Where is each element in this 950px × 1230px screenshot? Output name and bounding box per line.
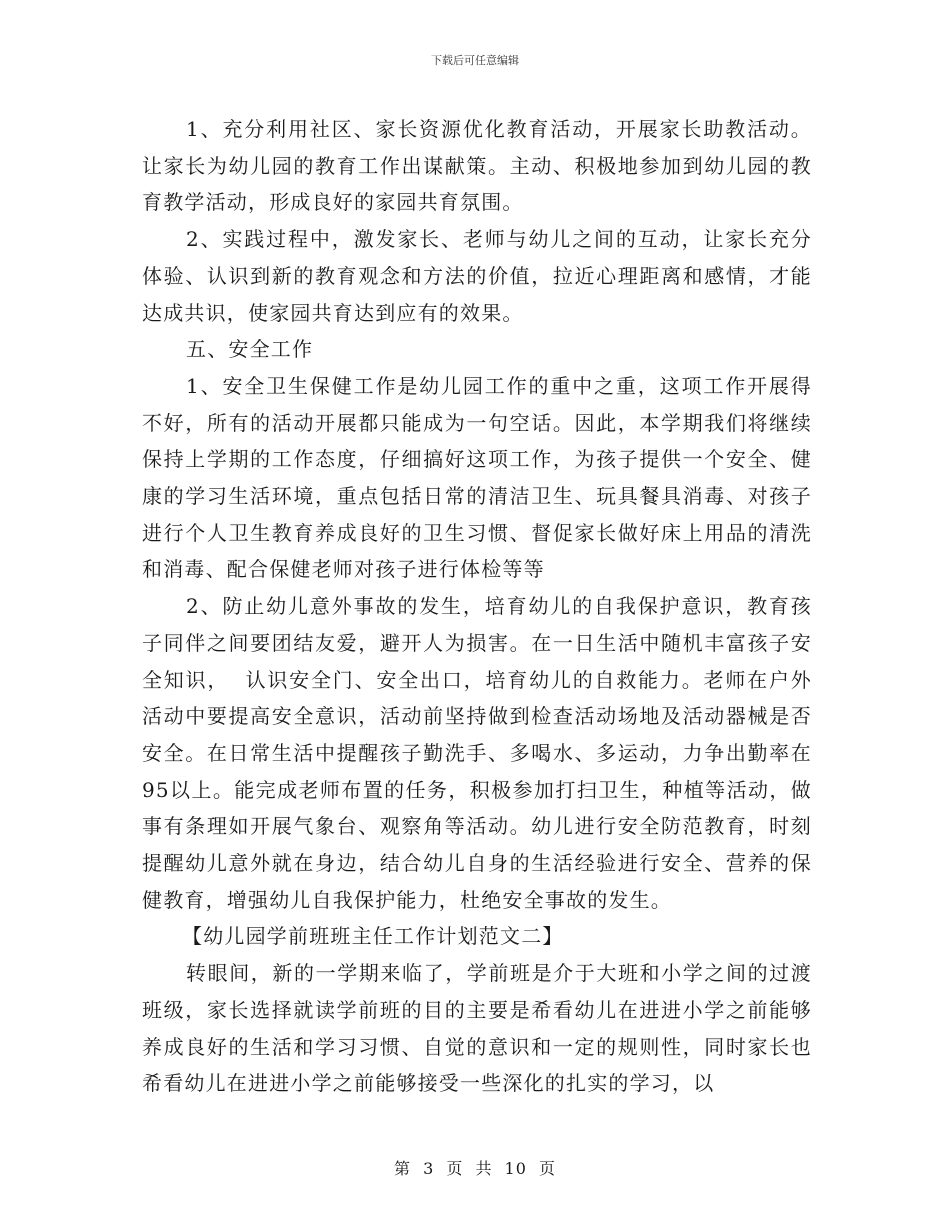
paragraph-practice-interaction: 2、实践过程中，激发家长、老师与幼儿之间的互动，让家长充分体验、认识到新的教育观念和方法的价值，拉近心理距离和感情，才能达成共识，使家园共育达到应有的效果。 bbox=[142, 227, 812, 325]
page-header: 下载后可任意编辑 bbox=[431, 54, 519, 67]
document-body bbox=[142, 111, 812, 1102]
paragraph-new-semester: 转眼间，新的一学期来临了，学前班是介于大班和小学之间的过渡班级，家长选择就读学前班的目的主要是希看幼儿在进进小学之前能够养成良好的生活和学习习惯、自觉的意识和一定的规则性，同时家长也希看幼儿在进进小学之前能够接受一些深化的扎实的学习，以 bbox=[142, 961, 812, 1096]
page-number-footer: 第 3 页 共 10 页 bbox=[394, 1159, 556, 1178]
paragraph-family-resources: 1、充分利用社区、家长资源优化教育活动，开展家长助教活动。让家长为幼儿园的教育工作出谋献策。主动、积极地参加到幼儿园的教育教学活动，形成良好的家园共育氛围。 bbox=[142, 117, 812, 215]
paragraph-accident-prevention: 2、防止幼儿意外事故的发生，培育幼儿的自我保护意识，教育孩子同伴之间要团结友爱，避开人为损害。在一日生活中随机丰富孩子安全知识， 认识安全门、安全出口，培育幼儿的自救能力。老师在户外活动中要提高安全意识，活动前坚持做到检查活动场地及活动器械是否安全。在日常生活中提醒孩子勤洗手、多喝水、多运动，力争出勤率在95以上。能完成老师布置的任务，积极参加打扫卫生，种植等活动，做事有条理如开展气象台、观察角等活动。幼儿进行安全防范教育，时刻提醒幼儿意外就在身边，结合幼儿自身的生活经验进行安全、营养的保健教育，增强幼儿自我保护能力，杜绝安全事故的发生。 bbox=[142, 594, 812, 912]
paragraph-safety-hygiene: 1、安全卫生保健工作是幼儿园工作的重中之重，这项工作开展得不好，所有的活动开展都只能成为一句空话。因此，本学期我们将继续保持上学期的工作态度，仔细搞好这项工作，为孩子提供一个安全、健康的学习生活环境，重点包括日常的清洁卫生、玩具餐具消毒、对孩子进行个人卫生教育养成良好的卫生习惯、督促家长做好床上用品的清洗和消毒、配合保健老师对孩子进行体检等等 bbox=[142, 373, 812, 582]
section-heading-safety: 五、安全工作 bbox=[186, 337, 314, 362]
sample-title-two: 【幼儿园学前班班主任工作计划范文二】 bbox=[182, 924, 564, 949]
